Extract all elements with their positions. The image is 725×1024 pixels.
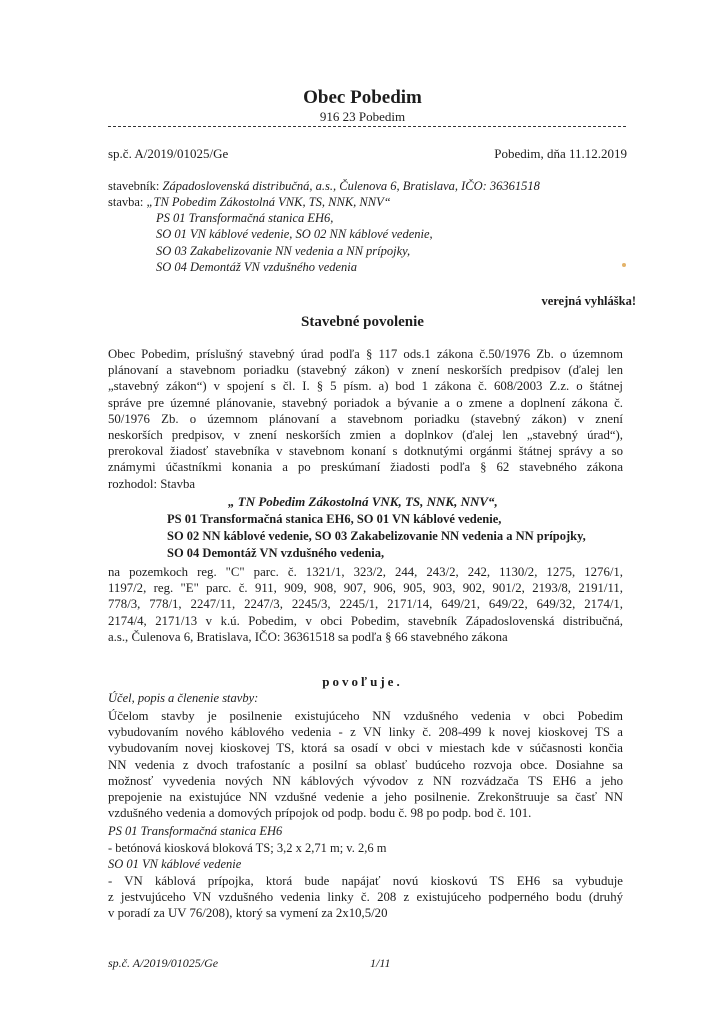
purpose-line: vybudovaním nového káblového vedenia - z VN linky č. 208-499 k novej kioskovej TS a [108, 725, 623, 740]
construction-line [108, 195, 391, 210]
document-date: Pobedim, dňa 11.12.2019 [494, 146, 627, 161]
purpose-paragraph [108, 708, 623, 821]
ps01-item: - betónová kiosková bloková TS; 3,2 x 2,71 m; v. 2,6 m [108, 841, 387, 855]
permits-heading: povoľuje. [322, 674, 403, 689]
intro-line: správe pre územné plánovanie, stavebný poriadok a bývanie a o zmene a doplnení zákona č. [108, 395, 623, 410]
builder-label: stavebník: [108, 179, 160, 193]
decision-title-line-4: SO 04 Demontáž VN vzdušného vedenia, [167, 546, 385, 560]
construction-line-5: SO 04 Demontáž VN vzdušného vedenia [156, 260, 358, 274]
footer-page-number: 1/11 [370, 956, 391, 970]
so01-line: v poradí za UV 76/208), ktorý sa vymení za 2x10,5/20 [108, 906, 388, 921]
construction-line-2: PS 01 Transformačná stanica EH6, [156, 211, 334, 225]
intro-line: 50/1976 Zb. o územnom plánovaní a stavebnom poriadku (stavebný zákon) v znení [108, 411, 623, 426]
ps01-heading: PS 01 Transformačná stanica EH6 [108, 824, 283, 838]
parcels-line: 778/3, 778/1, 2247/11, 2247/3, 2245/3, 2245/1, 2171/14, 649/21, 649/22, 649/32, 2174/1, [108, 597, 623, 612]
public-notice: verejná vyhláška! [541, 294, 636, 308]
purpose-line: prepojenie na existujúce NN vzdušné vedenie a jeho posilnenie. Zrekonštruuje sa časť NN [108, 790, 623, 805]
decision-title-line-1: „ TN Pobedim Zákostolná VNK, TS, NNK, NNV“, [228, 494, 498, 509]
intro-line: Obec Pobedim, príslušný stavebný úrad podľa § 117 ods.1 zákona č.50/1976 Zb. o územnom [108, 347, 623, 361]
purpose-line: vybudovaním novej kioskovej TS, ktorá sa osadí v obci v miestach kde v súčasnosti končia [108, 741, 623, 756]
purpose-line: vzdušného vedenia a domových prípojok od podp. bodu č. 98 po podp. bod č. 101. [108, 806, 532, 821]
decision-title-line-3: SO 02 NN káblové vedenie, SO 03 Zakabelizovanie NN vedenia a NN prípojky, [167, 529, 586, 543]
construction-line-3: SO 01 VN káblové vedenie, SO 02 NN káblové vedenie, [156, 227, 433, 241]
intro-line: známymi účastníkmi konania a po preskúmaní žiadosti podľa § 62 stavebného zákona [108, 460, 623, 475]
so01-line: - VN káblová prípojka, ktorá bude napájať novú kioskovú TS EH6 sa vybuduje [108, 874, 623, 888]
construction-line-4: SO 03 Zakabelizovanie NN vedenia a NN prípojky, [156, 244, 411, 258]
purpose-line: možnosť vyvedenia nových NN káblových vývodov z NN rozvádzača TS EH6 a jeho [108, 773, 623, 788]
parcels-line: na pozemkoch reg. "C" parc. č. 1321/1, 323/2, 244, 243/2, 242, 1130/2, 1275, 1276/1, [108, 565, 623, 579]
municipality-title: Obec Pobedim [303, 87, 422, 108]
intro-line: plánovaní a stavebnom poriadku (stavebný zákon) v znení neskorších predpisov (ďalej len [108, 363, 623, 378]
municipality-address: 916 23 Pobedim [319, 109, 406, 124]
purpose-line: Účelom stavby je posilnenie existujúceho NN vzdušného vedenia v obci Pobedim [108, 709, 623, 723]
parcels-line: a.s., Čulenova 6, Bratislava, IČO: 36361518 sa podľa § 66 stavebného zákona [108, 629, 508, 644]
intro-line: rozhodol: Stavba [108, 476, 196, 491]
construction-label: stavba: [108, 195, 144, 209]
parcels-line: 1197/2, reg. "E" parc. č. 911, 909, 908, 907, 906, 905, 903, 902, 901/2, 2193/8, 2191/11, [108, 581, 623, 596]
header-divider [108, 126, 626, 127]
parcels-paragraph [108, 564, 623, 645]
so01-line: z jestvujúceho VN vzdušného vedenia linky č. 208 z existujúceho podperného bodu (druhý [108, 890, 623, 905]
builder-value: Západoslovenská distribučná, a.s., Čulenova 6, Bratislava, IČO: 36361518 [162, 179, 540, 193]
reference-number: sp.č. A/2019/01025/Ge [108, 146, 229, 161]
intro-line: prerokoval žiadosť stavebníka v stavebnom konaní s dotknutými orgánmi štátnej správy a so [108, 444, 623, 459]
purpose-line: NN vedenia z dvoch trafostaníc a posilní sa oblasť budúceho rozvoja obce. Dosiahne sa [108, 757, 623, 772]
parcels-line: 2174/4, 2171/13 v k.ú. Pobedim, v obci Pobedim, stavebník Západoslovenská distribučná, [108, 613, 623, 628]
decision-title-line-2: PS 01 Transformačná stanica EH6, SO 01 VN káblové vedenie, [167, 512, 502, 526]
document-title: Stavebné povolenie [301, 314, 424, 330]
intro-paragraph [108, 346, 623, 492]
intro-line: „stavebný zákon“) v spojení s čl. I. § 5 písm. a) bod 1 zákona č. 608/2003 Z.z. o štátnej [108, 379, 623, 394]
footer-reference: sp.č. A/2019/01025/Ge [108, 956, 219, 970]
construction-line-1: „TN Pobedim Zákostolná VNK, TS, NNK, NNV“ [146, 195, 391, 209]
so01-heading: SO 01 VN káblové vedenie [108, 857, 242, 871]
so01-paragraph [108, 873, 623, 922]
intro-line: neskorších predpisov, v znení neskorších zmien a doplnkov (ďalej len „stavebný úrad“), [108, 428, 623, 443]
purpose-heading: Účel, popis a členenie stavby: [108, 691, 259, 705]
builder-line [108, 179, 540, 194]
stray-mark [622, 263, 626, 267]
